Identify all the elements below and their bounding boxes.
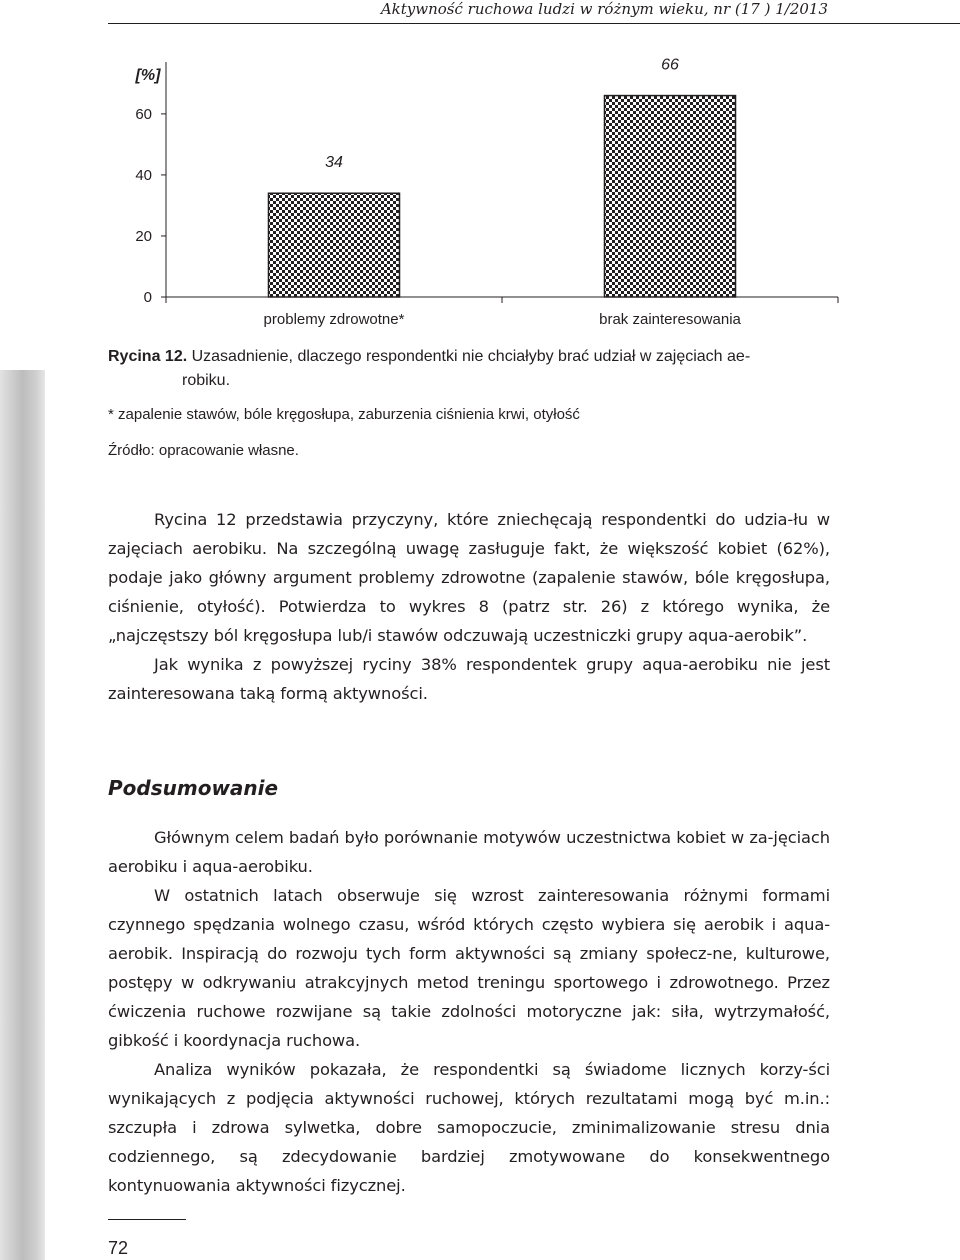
caption-text: Uzasadnienie, dlaczego respondentki nie chciałyby brać udział w zajęciach ae- xyxy=(187,348,751,365)
x-category-label: brak zainteresowania xyxy=(599,311,741,328)
caption-continuation: robiku. xyxy=(182,372,231,389)
page-number: 72 xyxy=(108,1238,129,1258)
paragraph: Rycina 12 przedstawia przyczyny, które zniechęcają respondentki do udzia-łu w zajęciach aerobiku. Na szczególną uwagę zasługuje fakt, że większość kobiet (62%), podaje jako główny argument problemy zdrowotne (zapalenie stawów, bóle kręgosłupa, ciśnienie, otyłość). Potwierdza to wykres 8 (patrz str. 26) z którego wynika, że „najczęstszy ból kręgosłupa lub/i stawów odczuwają uczestniczki grupy aqua-aerobik”. xyxy=(108,510,830,645)
paragraph: Głównym celem badań było porównanie motywów uczestnictwa kobiet w za-jęciach aerobiku i aqua-aerobiku. xyxy=(108,828,830,876)
body-section-2 xyxy=(108,823,830,1200)
figure-footnote: * zapalenie stawów, bóle kręgosłupa, zaburzenia ciśnienia krwi, otyłość xyxy=(108,406,580,423)
caption-label: Rycina 12. xyxy=(108,348,188,365)
y-tick-label: 40 xyxy=(135,166,152,184)
running-head: Aktywność ruchowa ludzi w różnym wieku, nr (17 ) 1/2013 xyxy=(380,0,828,18)
body-section-1 xyxy=(108,505,830,708)
page-edge-tab xyxy=(0,370,45,1260)
bar xyxy=(268,193,399,297)
bar-chart xyxy=(0,0,960,340)
x-category-label: problemy zdrowotne* xyxy=(263,311,405,328)
y-tick-label: 0 xyxy=(143,289,152,306)
data-label: 66 xyxy=(661,56,679,74)
y-axis-title: [%] xyxy=(135,67,161,84)
bar xyxy=(604,96,735,297)
figure-source: Źródło: opracowanie własne. xyxy=(108,442,299,459)
data-label: 34 xyxy=(325,154,343,172)
paragraph: W ostatnich latach obserwuje się wzrost zainteresowania różnymi formami czynnego spędzania wolnego czasu, wśród których często wybiera się aerobik i aqua-aerobik. Inspiracją do rozwoju tych form aktywności są zmiany społecz-ne, kulturowe, postępy w odkrywaniu atrakcyjnych metod treningu sportowego i zdrowotnego. Przez ćwiczenia ruchowe rozwijane są takie zdolności motoryczne jak: siła, wytrzymałość, gibkość i koordynacja ruchowa. xyxy=(108,886,830,1050)
footer-rule xyxy=(108,1219,186,1220)
section-heading: Podsumowanie xyxy=(108,776,279,800)
figure-caption xyxy=(108,345,843,393)
y-tick-label: 60 xyxy=(135,105,152,123)
y-tick-label: 20 xyxy=(135,227,152,245)
paragraph: Jak wynika z powyższej ryciny 38% respondentek grupy aqua-aerobiku nie jest zainteresowana taką formą aktywności. xyxy=(108,655,830,703)
paragraph: Analiza wyników pokazała, że respondentki są świadome licznych korzy-ści wynikających z podjęcia aktywności ruchowej, których rezultatami mogą być m.in.: szczupła i zdrowa sylwetka, dobre samopoczucie, zminimalizowanie stresu dnia codziennego, są zdecydowanie bardziej zmotywowane do konsekwentnego kontynuowania aktywności fizycznej. xyxy=(108,1060,830,1195)
